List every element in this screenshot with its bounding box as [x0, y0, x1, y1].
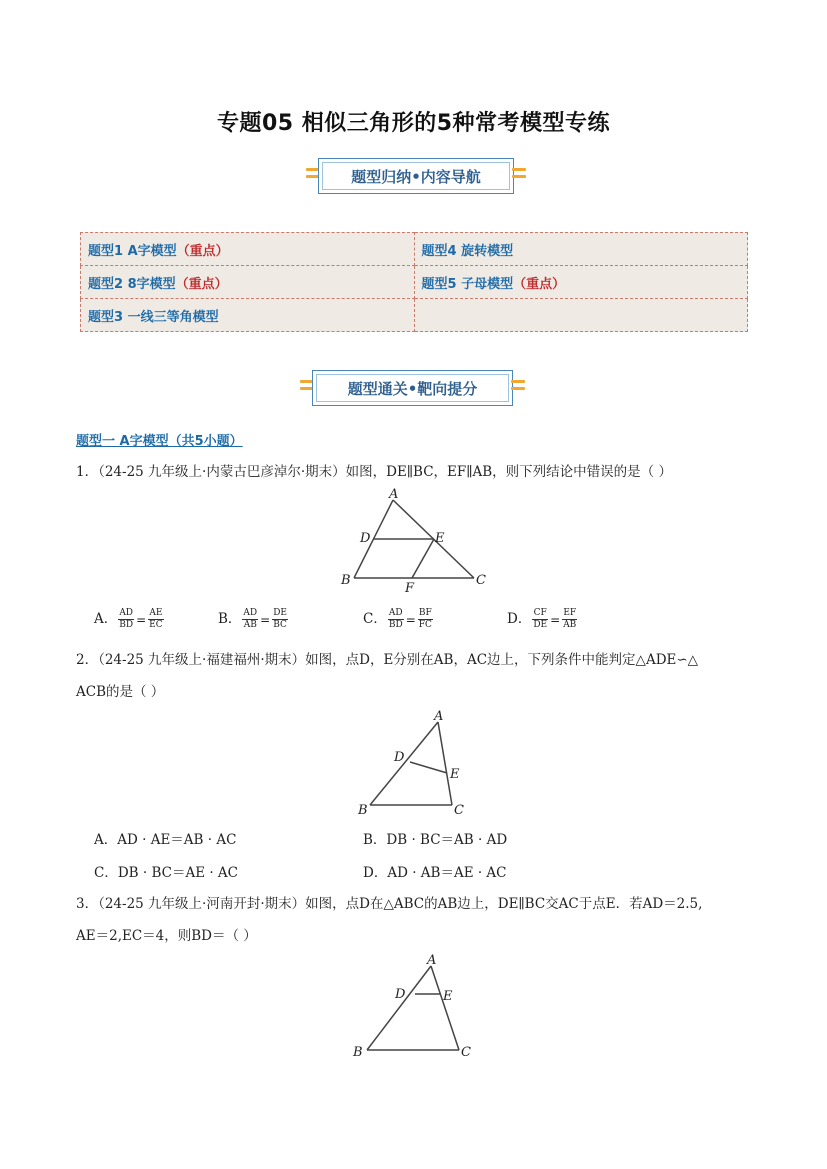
nav-banner [306, 158, 526, 194]
nav-item-type1[interactable]: 题型1 A字模型（重点） [81, 233, 415, 266]
q1-option-a[interactable]: A． $\frac{AD}{BD}$ = $\frac{AE}{EC}$ [94, 608, 163, 630]
segment-AC [438, 722, 452, 805]
label-C: C [454, 803, 464, 818]
nav-item-empty [414, 299, 748, 332]
q2-figure [350, 708, 480, 818]
segment-EF [412, 539, 434, 578]
q1-option-b[interactable]: B． $\frac{AD}{AB}$ = $\frac{DE}{BC}$ [218, 608, 287, 630]
practice-banner [300, 370, 525, 406]
label-A: A [389, 487, 399, 502]
nav-item-type3[interactable]: 题型3 一线三等角模型 [81, 299, 415, 332]
question-2-line1: 2．（24-25 九年级上·福建福州·期末）如图，点D，E分别在AB，AC边上，下列条件中能判定△ADE∽△ [76, 652, 699, 668]
label-D: D [395, 987, 406, 1002]
question-3-line1: 3．（24-25 九年级上·河南开封·期末）如图，点D在△ABC的AB边上，DE∥BC交AC于点E．若AD＝2.5, [76, 896, 703, 912]
label-D: D [360, 531, 371, 546]
segment-AB [367, 966, 431, 1050]
question-3-line2: AE＝2,EC＝4，则BD＝（ ） [76, 928, 257, 944]
q2-option-d[interactable]: D．AD · AB＝AE · AC [363, 865, 507, 881]
nav-item-type2[interactable]: 题型2 8字模型（重点） [81, 266, 415, 299]
q2-option-c[interactable]: C．DB · BC＝AE · AC [94, 865, 239, 881]
label-B: B [353, 1045, 363, 1060]
section-heading[interactable]: 题型一 A字模型（共5小题） [76, 434, 243, 449]
practice-banner-text: 题型通关•靶向提分 [347, 380, 478, 398]
nav-item-type4[interactable]: 题型4 旋转模型 [414, 233, 748, 266]
nav-banner-text: 题型归纳•内容导航 [351, 168, 481, 186]
label-D: D [394, 750, 405, 765]
label-E: E [450, 767, 460, 782]
label-A: A [434, 709, 444, 724]
label-A: A [427, 953, 437, 968]
label-E: E [443, 989, 453, 1004]
segment-DE [410, 762, 447, 773]
label-C: C [461, 1045, 471, 1060]
nav-item-type5[interactable]: 题型5 子母模型（重点） [414, 266, 748, 299]
banner-right-decoration [512, 168, 526, 184]
question-1-text: 1．（24-25 九年级上·内蒙古巴彦淖尔·期末）如图，DE∥BC，EF∥AB，则下列结论中错误的是（ ） [76, 464, 672, 480]
label-B: B [358, 803, 368, 818]
q1-option-c[interactable]: C． $\frac{AD}{BD}$ = $\frac{BF}{FC}$ [363, 608, 432, 630]
label-F: F [405, 581, 415, 592]
q1-figure [330, 486, 490, 592]
q3-figure [345, 950, 485, 1062]
label-B: B [341, 573, 351, 588]
content-nav-table [80, 232, 748, 332]
segment-AC [431, 966, 459, 1050]
label-E: E [435, 531, 445, 546]
q2-option-a[interactable]: A．AD · AE＝AB · AC [94, 832, 237, 848]
banner-right-decoration [511, 380, 525, 396]
q2-option-b[interactable]: B．DB · BC＝AB · AD [363, 832, 508, 848]
question-2-line2: ACB的是（ ） [76, 684, 165, 700]
q1-option-d[interactable]: D． $\frac{CF}{DE}$ = $\frac{EF}{AB}$ [507, 608, 577, 630]
label-C: C [476, 573, 486, 588]
page-title: 专题05 相似三角形的5种常考模型专练 [216, 111, 611, 136]
